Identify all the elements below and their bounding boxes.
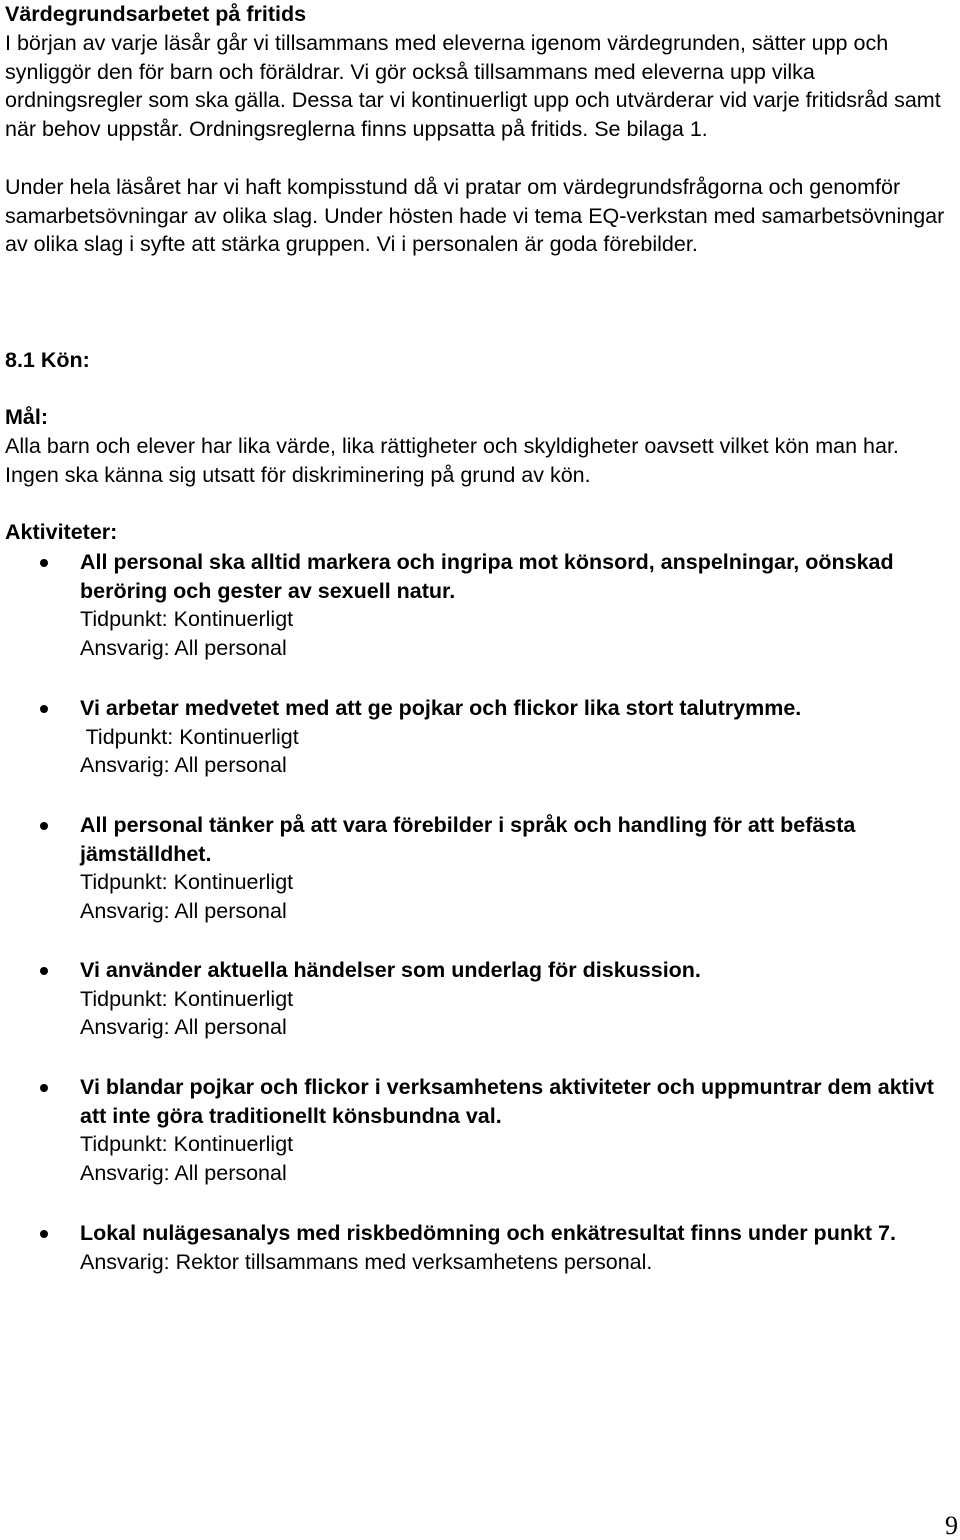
subsection-title: 8.1 Kön:: [5, 348, 90, 372]
activity-responsible: Ansvarig: Rektor tillsammans med verksamhetens personal.: [80, 1249, 653, 1274]
bullet-icon: [40, 559, 48, 567]
activity-text: All personal ska alltid markera och ingripa mot könsord, anspelningar, oönskad beröring och gester av sexuell natur.: [80, 550, 894, 603]
activity-responsible: Ansvarig: All personal: [80, 1015, 287, 1040]
bullet-icon: [40, 967, 48, 975]
activity-responsible: Ansvarig: All personal: [80, 636, 287, 661]
goal-text: Alla barn och elever har lika värde, lika rättigheter och skyldigheter oavsett vilket kön man har. Ingen ska känna sig utsatt för diskriminering på grund av kön.: [5, 434, 899, 487]
activities-label: Aktiviteter:: [5, 520, 118, 544]
activity-time: Tidpunkt: Kontinuerligt: [80, 607, 294, 632]
activity-text: All personal tänker på att vara förebilder i språk och handling för att befästa jämställdhet.: [80, 813, 856, 866]
activity-time: Tidpunkt: Kontinuerligt: [80, 870, 294, 895]
page-number: 9: [945, 1511, 958, 1540]
activity-responsible: Ansvarig: All personal: [80, 753, 287, 778]
activity-text: Vi blandar pojkar och flickor i verksamhetens aktiviteter och uppmuntrar dem aktivt att inte göra traditionellt könsbundna val.: [80, 1075, 934, 1128]
activity-time: Tidpunkt: Kontinuerligt: [80, 986, 294, 1011]
activity-responsible: Ansvarig: All personal: [80, 1161, 287, 1186]
goal-label: Mål:: [5, 405, 48, 429]
bullet-icon: [40, 705, 48, 713]
bullet-icon: [40, 1230, 48, 1238]
activity-responsible: Ansvarig: All personal: [80, 899, 287, 924]
activity-time: Tidpunkt: Kontinuerligt: [80, 724, 299, 749]
bullet-icon: [40, 822, 48, 830]
section-title: Värdegrundsarbetet på fritids: [5, 2, 307, 26]
bullet-icon: [40, 1084, 48, 1092]
activity-text: Lokal nulägesanalys med riskbedömning och enkätresultat finns under punkt 7.: [80, 1221, 896, 1245]
activity-text: Vi använder aktuella händelser som underlag för diskussion.: [80, 958, 701, 982]
kompisstund-paragraph: Under hela läsåret har vi haft kompisstund då vi pratar om värdegrundsfrågorna och genomför samarbetsövningar av olika slag. Under hösten hade vi tema EQ-verkstan med samarbetsövningar av olika slag i syfte att stärka gruppen. Vi i personalen är goda förebilder.: [5, 175, 945, 257]
activity-time: Tidpunkt: Kontinuerligt: [80, 1132, 294, 1157]
intro-paragraph: I början av varje läsår går vi tillsammans med eleverna igenom värdegrunden, sätter upp och synliggör den för barn och föräldrar. Vi gör också tillsammans med eleverna upp vilka ordningsregler som ska gälla. Dessa tar vi kontinuerligt upp och utvärderar vid varje fritidsråd samt när behov uppstår. Ordningsreglerna finns uppsatta på fritids. Se bilaga 1.: [5, 31, 941, 142]
activity-text: Vi arbetar medvetet med att ge pojkar och flickor lika stort talutrymme.: [80, 696, 802, 720]
